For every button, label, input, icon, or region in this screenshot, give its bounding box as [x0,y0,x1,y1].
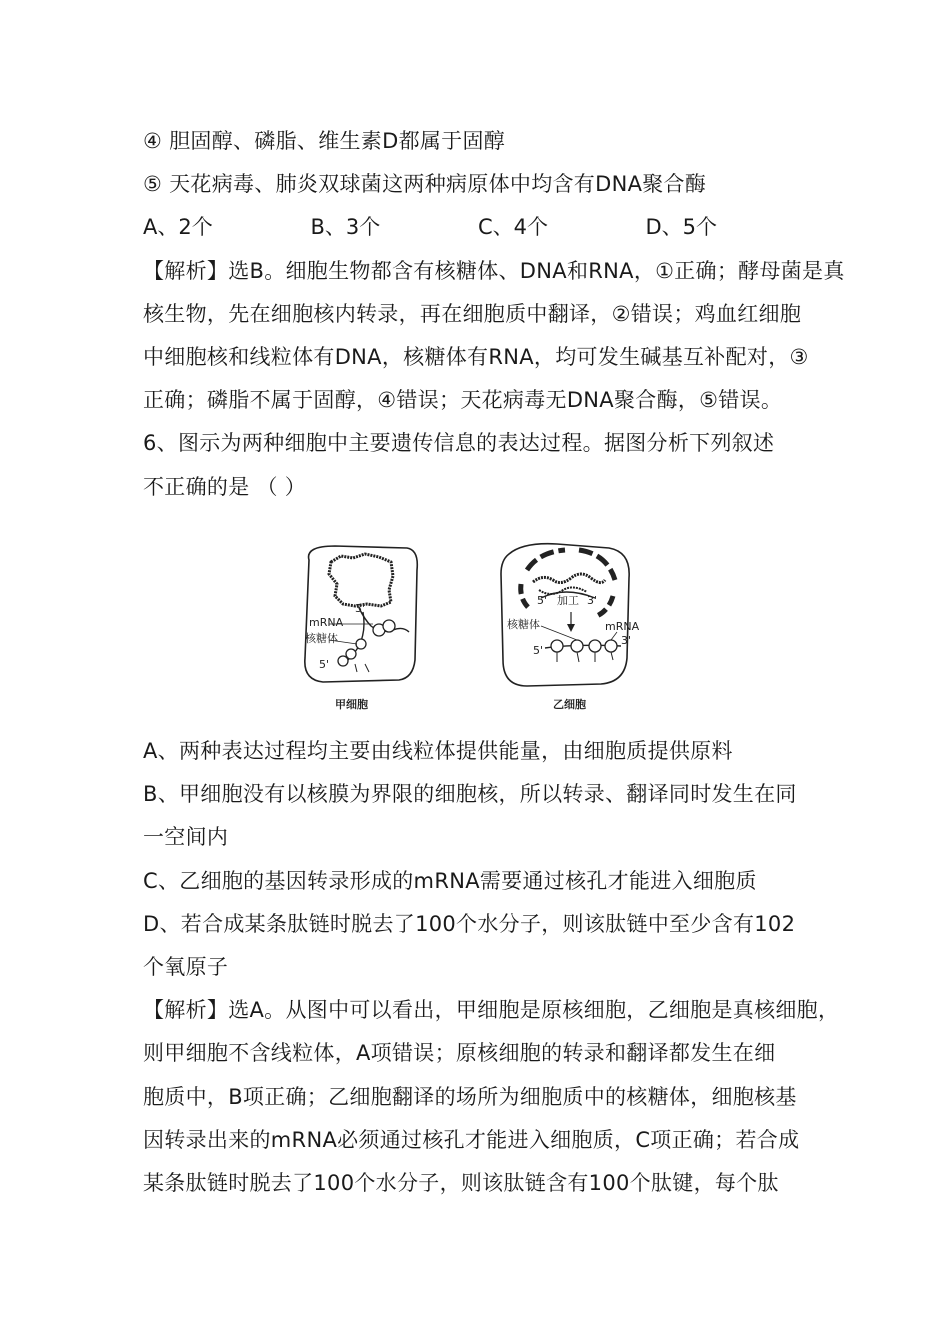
nuclear-envelope [521,584,531,610]
q5-analysis-line: 核生物，先在细胞核内转录，再在细胞质中翻译，②错误；鸡血红细胞 [143,301,802,326]
right-cell-membrane [501,544,632,686]
q5-analysis-line: 【解析】选B。细胞生物都含有核糖体、DNA和RNA，①正确；酵母菌是真 [143,258,845,283]
q5-option-c: C、4个 [478,215,549,240]
left-mrna-label: mRNA [309,616,344,629]
right-5prime-label: 5' [533,644,544,657]
document-page [143,120,845,509]
q6-analysis-line: 某条肽链时脱去了100个水分子，则该肽链含有100个肽键，每个肽 [143,1171,779,1196]
item-5: ⑤ 天花病毒、肺炎双球菌这两种病原体中均含有DNA聚合酶 [143,172,707,197]
q6-option-a: A、两种表达过程均主要由线粒体提供能量，由细胞质提供原料 [143,739,733,763]
right-5prime-top-label: 5' [537,594,548,607]
q6-analysis-line: 则甲细胞不含线粒体，A项错误；原核细胞的转录和翻译都发生在细 [143,1041,776,1066]
q5-options [143,206,813,249]
q6-option-d-cont: 个氧原子 [143,955,229,980]
item-4: ④ 胆固醇、磷脂、维生素D都属于固醇 [143,129,506,153]
right-ribosome [589,640,601,652]
q6-option-d: D、若合成某条肽链时脱去了100个水分子，则该肽链中至少含有102 [143,911,796,936]
q5-option-a: A、2个 [143,215,213,240]
document-page-lower [143,730,840,1205]
left-cell-caption: 甲细胞 [335,698,368,711]
right-3prime-top-label: 3' [587,594,598,607]
left-ribosome [383,620,395,632]
processing-label: 加工 [557,594,579,607]
q5-option-b: B、3个 [310,215,381,240]
q5-option-d: D、5个 [645,215,718,240]
left-5prime-label: 5' [319,658,330,671]
left-ribosome [346,649,356,659]
right-ribosome [551,640,563,652]
left-ribosome [356,639,366,649]
q6-analysis-line: 因转录出来的mRNA必须通过核孔才能进入细胞质，C项正确；若合成 [143,1127,800,1152]
q6-analysis-line: 胞质中，B项正确；乙细胞翻译的场所为细胞质中的核糖体，细胞核基 [143,1084,797,1109]
right-ribosome-label: 核糖体 [507,618,540,631]
right-ribosome [605,640,617,652]
expression-diagram [295,540,655,715]
right-ribosome [571,640,583,652]
q6-option-c: C、乙细胞的基因转录形成的mRNA需要通过核孔才能进入细胞质 [143,868,757,893]
left-ribosome-label: 核糖体 [305,632,338,645]
right-cell-caption: 乙细胞 [553,698,586,711]
q5-analysis-line: 中细胞核和线粒体有DNA，核糖体有RNA，均可发生碱基互补配对，③ [143,345,809,370]
nuclear-envelope [597,596,613,616]
left-dna-loop [329,554,393,606]
nuclear-envelope [527,550,565,570]
q6-analysis-line: 【解析】选A。从图中可以看出，甲细胞是原核细胞，乙细胞是真核细胞， [143,998,840,1023]
q5-analysis-line: 正确；磷脂不属于固醇，④错误；天花病毒无DNA聚合酶，⑤错误。 [143,388,783,413]
right-mrna-label: mRNA [605,620,640,633]
q6-option-b-cont: 一空间内 [143,825,229,850]
diagram-svg [295,540,655,715]
right-dna-coil [533,574,605,583]
q6-stem-line: 6、图示为两种细胞中主要遗传信息的表达过程。据图分析下列叙述 [143,431,775,456]
left-ribosome [338,656,348,666]
q6-option-b: B、甲细胞没有以核膜为界限的细胞核，所以转录、翻译同时发生在同 [143,782,797,807]
q6-stem-line: 不正确的是 （ ） [143,474,307,499]
right-3prime-label: 3' [621,634,632,647]
left-3prime-label: 3' [355,602,366,615]
